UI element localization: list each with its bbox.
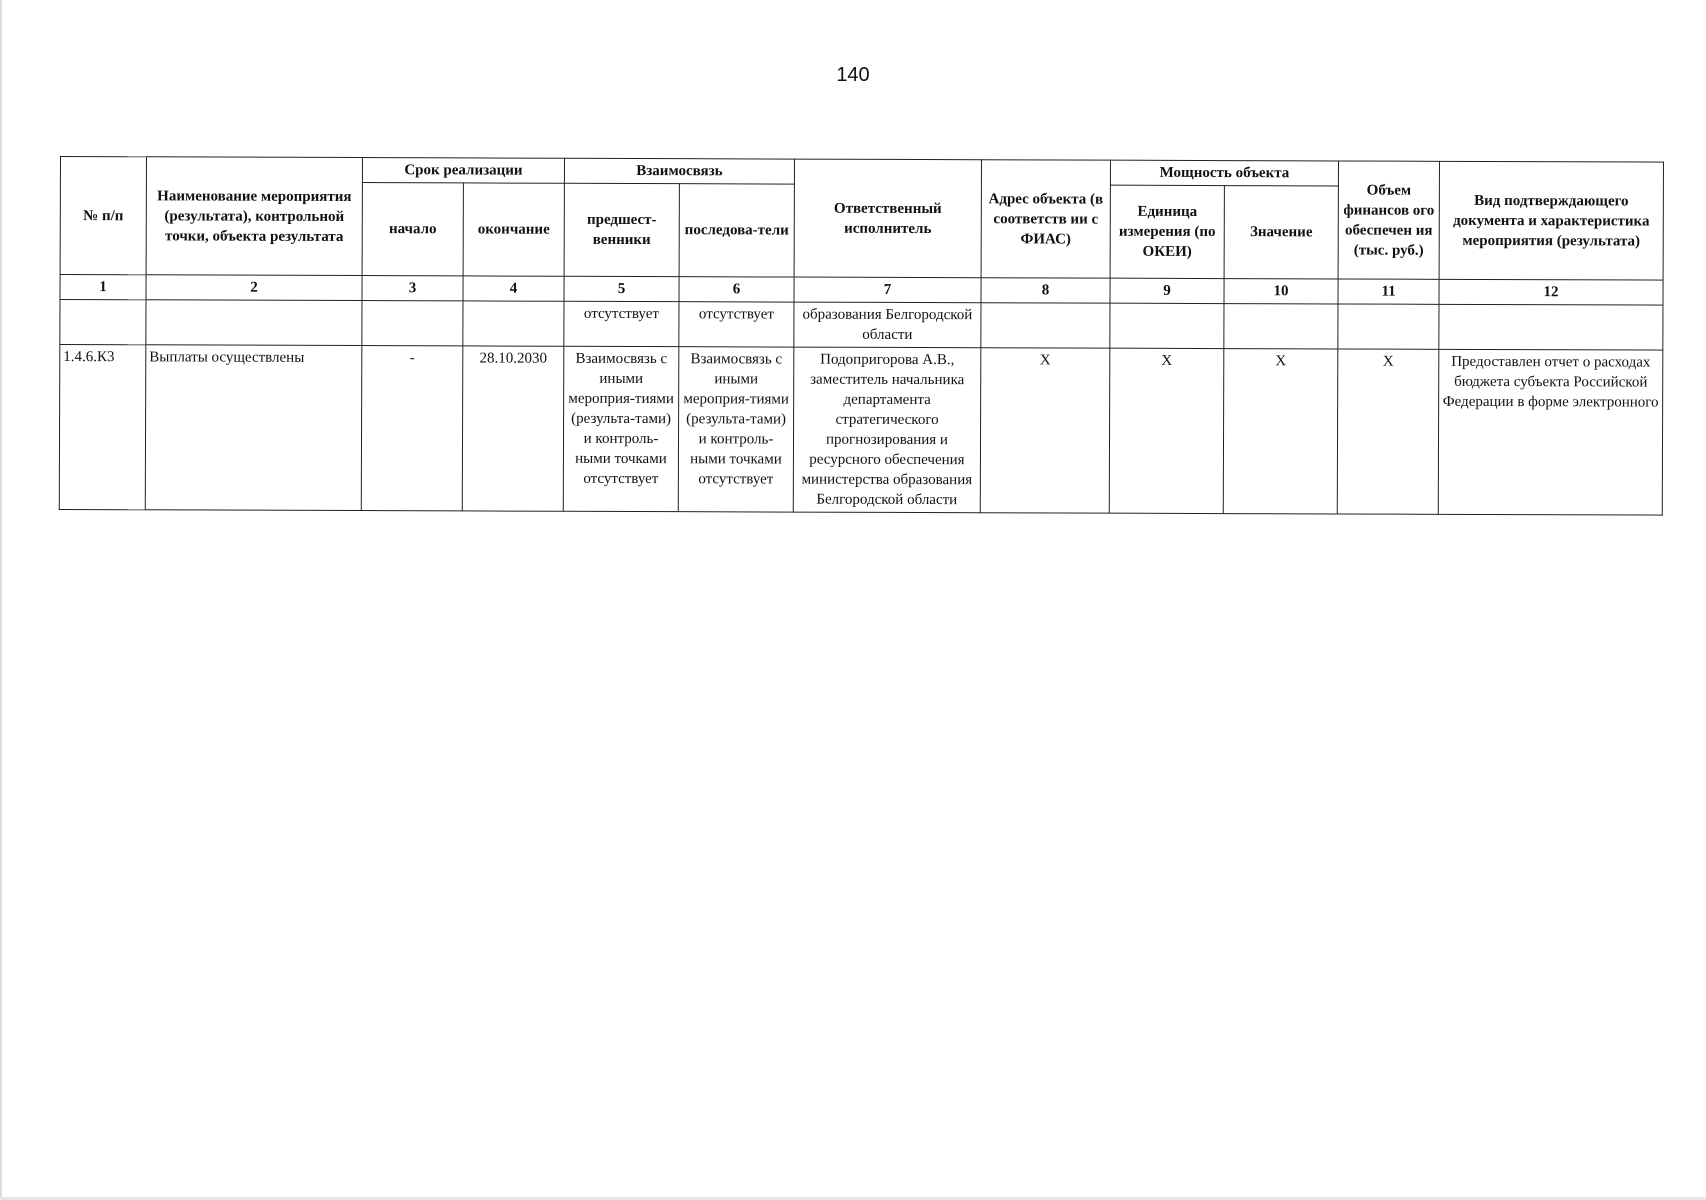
cell-next: отсутствует bbox=[679, 302, 794, 347]
cell-value bbox=[1224, 304, 1338, 349]
column-number: 10 bbox=[1224, 279, 1338, 304]
cell-doc bbox=[1439, 304, 1663, 350]
header-finance: Объем финансов ого обеспечен ия (тыс. руб.) bbox=[1338, 161, 1439, 279]
cell-doc: Предоставлен отчет о расходах бюджета субъекта Российской Федерации в форме электронного bbox=[1438, 349, 1663, 515]
header-term-end: окончание bbox=[463, 183, 564, 276]
header-capacity: Мощность объекта bbox=[1110, 160, 1338, 186]
cell-finance bbox=[1338, 304, 1439, 349]
cell-start bbox=[362, 301, 463, 346]
header-name: Наименование мероприятия (результата), контрольной точки, объекта результата bbox=[146, 157, 362, 276]
header-row-1 bbox=[60, 157, 1663, 188]
cell-no: 1.4.6.К3 bbox=[59, 345, 146, 510]
cell-address: Х bbox=[980, 348, 1110, 513]
scan-edge bbox=[0, 0, 2, 1200]
cell-no bbox=[60, 300, 146, 345]
cell-responsible: образования Белгородской области bbox=[794, 302, 981, 348]
cell-name: Выплаты осуществлены bbox=[145, 345, 362, 511]
cell-end bbox=[463, 301, 564, 346]
header-responsible: Ответственный исполнитель bbox=[794, 159, 981, 278]
page-number: 140 bbox=[836, 64, 870, 86]
header-term: Срок реализации bbox=[362, 158, 564, 184]
cell-unit: Х bbox=[1109, 348, 1224, 513]
cell-finance: Х bbox=[1337, 349, 1439, 514]
cell-start: - bbox=[361, 346, 463, 511]
table-row bbox=[60, 300, 1663, 351]
cell-next: Взаимосвязь с иными мероприя-тиями (результа-тами) и контроль-ными точками отсутствует bbox=[678, 347, 794, 512]
header-link-prev: предшест-венники bbox=[564, 183, 679, 276]
header-unit: Единица измерения (по ОКЕИ) bbox=[1110, 185, 1224, 278]
header-link-next: последова-тели bbox=[679, 184, 794, 277]
cell-name bbox=[146, 300, 362, 346]
cell-end: 28.10.2030 bbox=[462, 346, 564, 511]
cell-responsible: Подопригорова А.В., заместитель начальника департамента стратегического прогнозирования и ресурсного обеспечения министерства образования Белгородской области bbox=[793, 347, 981, 513]
header-address: Адрес объекта (в соответств ии с ФИАС) bbox=[981, 160, 1110, 278]
header-doc-type: Вид подтверждающего документа и характеристика мероприятия (результата) bbox=[1439, 161, 1663, 280]
header-no: № п/п bbox=[60, 157, 146, 275]
header-term-start: начало bbox=[362, 183, 463, 276]
cell-address bbox=[981, 303, 1110, 348]
cell-value: Х bbox=[1223, 349, 1338, 514]
column-number: 7 bbox=[794, 277, 981, 303]
cell-prev: отсутствует bbox=[564, 301, 679, 346]
column-number: 9 bbox=[1110, 278, 1224, 303]
column-number: 5 bbox=[564, 276, 679, 301]
header-link: Взаимосвязь bbox=[564, 158, 794, 184]
column-number: 8 bbox=[981, 278, 1110, 303]
column-number: 1 bbox=[60, 275, 146, 300]
column-number: 12 bbox=[1439, 279, 1663, 305]
column-number: 6 bbox=[679, 277, 794, 302]
column-number: 11 bbox=[1338, 279, 1439, 304]
column-number: 3 bbox=[362, 276, 463, 301]
cell-prev: Взаимосвязь с иными мероприя-тиями (результа-тами) и контроль-ными точками отсутствует bbox=[563, 346, 679, 511]
header-value: Значение bbox=[1224, 186, 1338, 279]
plan-table bbox=[59, 156, 1664, 516]
column-number: 4 bbox=[463, 276, 564, 301]
column-number: 2 bbox=[146, 275, 362, 301]
cell-unit bbox=[1110, 303, 1224, 348]
table-row bbox=[59, 345, 1663, 516]
